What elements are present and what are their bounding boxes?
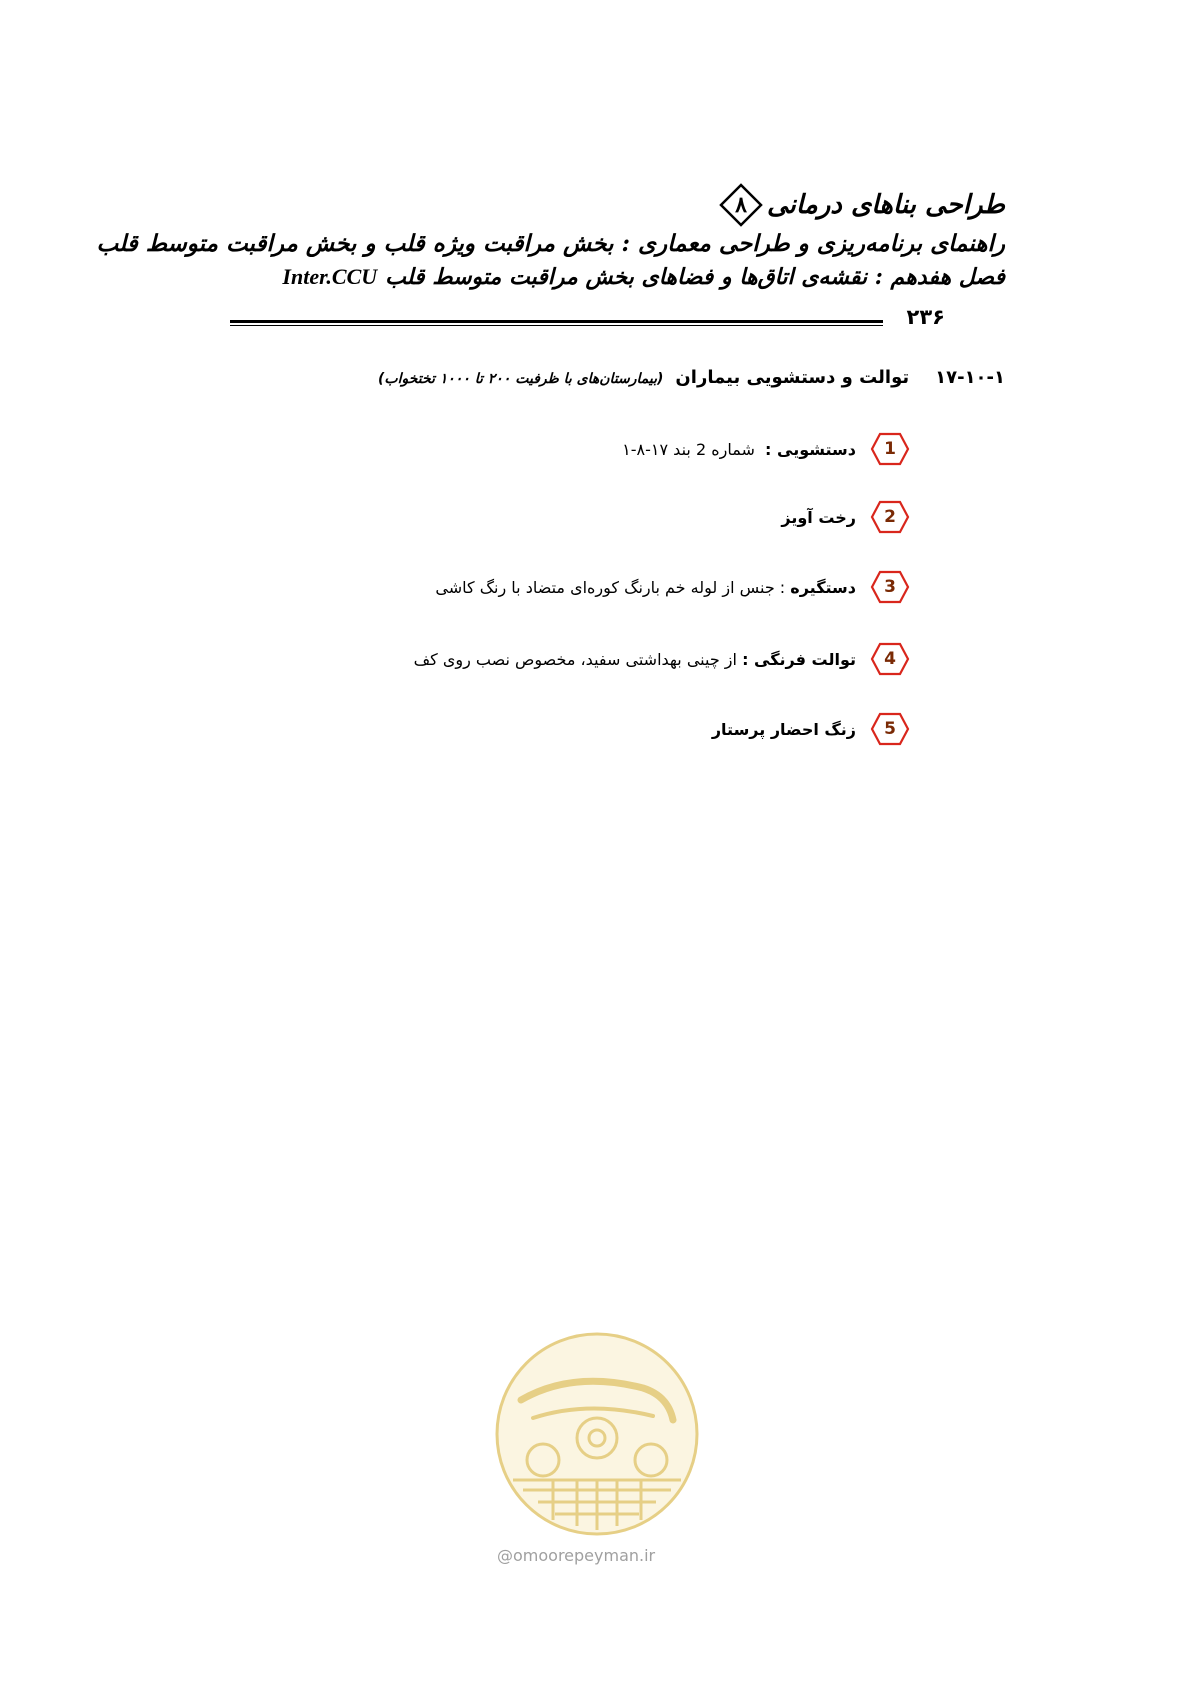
item-number: 1 [884,439,896,459]
item-label: زنگ احضار پرستار [711,719,856,739]
header-title-line [185,183,1005,227]
section-heading [378,367,1005,388]
volume-badge [719,183,763,227]
number-badge [870,712,910,746]
divider [230,320,883,326]
item-label: دستشویی : [765,439,856,459]
section-title: توالت و دستشویی بیماران [675,367,910,388]
list-item [781,500,910,534]
item-number: 5 [884,719,896,739]
list-item [712,712,910,746]
header-chapter-line [185,260,1005,294]
book-title: طراحی بناهای درمانی [767,189,1005,220]
header-guide-line: راهنمای برنامه‌ریزی و طراحی معماری : بخش مراقبت ویژه قلب و بخش مراقبت متوسط قلب [96,230,1005,257]
item-text: : جنس از لوله خم بارنگ کوره‌ای متضاد با رنگ کاشی [435,577,786,597]
number-badge [870,432,910,466]
number-badge [870,642,910,676]
chapter-title: فصل هفدهم : نقشه‌ی اتاق‌ها و فضاهای بخش مراقبت متوسط قلب [385,264,1005,290]
page-number: ۲۳۶ [906,305,945,329]
list-item [435,570,910,604]
page-header [96,183,1005,294]
list-item [414,642,910,676]
volume-number: ۸ [735,192,747,218]
item-number: 4 [884,649,896,669]
list-item [622,432,910,466]
item-label: دستگیره [790,577,856,597]
watermark-url: omoorepeyman.ir [513,1546,656,1565]
watermark-emblem-icon [493,1330,701,1538]
item-text: شماره 2 بند ۱۷-۸-۱ [622,439,755,459]
watermark-logo [493,1330,701,1538]
section-subtitle: (بیمارستان‌های با ظرفیت ۲۰۰ تا ۱۰۰۰ تختخواب) [378,371,664,387]
at-icon: @ [497,1546,513,1565]
number-badge [870,570,910,604]
item-label: رخت آویز [781,507,856,527]
section-number: ۱۷-۱۰-۱ [935,367,1005,388]
item-number: 3 [884,577,896,597]
watermark-site [497,1546,655,1565]
number-badge [870,500,910,534]
chapter-latin: Inter.CCU [282,264,378,289]
item-number: 2 [884,507,896,527]
item-label: توالت فرنگی : [742,649,856,669]
item-text: از چینی بهداشتی سفید، مخصوص نصب روی کف [413,649,737,669]
